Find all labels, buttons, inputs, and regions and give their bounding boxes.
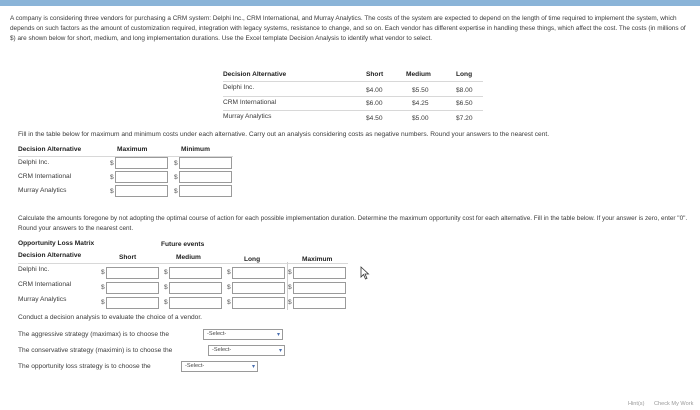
murray-maximum-input[interactable] <box>115 185 168 197</box>
minmax-header-maximum: Maximum <box>117 146 148 153</box>
currency-sign: $ <box>164 284 168 291</box>
currency-sign: $ <box>288 299 292 306</box>
select-value: -Select- <box>185 363 205 369</box>
currency-sign: $ <box>174 160 178 167</box>
minmax-row-name: Delphi Inc. <box>18 159 50 166</box>
cost-row-name: Delphi Inc. <box>223 84 255 91</box>
crm-minimum-input[interactable] <box>179 171 232 183</box>
chevron-down-icon: ▾ <box>278 348 282 354</box>
instruction-minmax: Fill in the table below for maximum and minimum costs under each alternative. Carry out an analysis considering costs as negative numbers. Round your answers to the nearest cent. <box>18 131 550 138</box>
murray-medium-loss-input[interactable] <box>169 297 222 309</box>
opp-header-long: Long <box>244 256 261 263</box>
currency-sign: $ <box>101 284 105 291</box>
cost-cell: $8.00 <box>456 87 473 94</box>
currency-sign: $ <box>227 269 231 276</box>
currency-sign: $ <box>227 299 231 306</box>
cost-header-medium: Medium <box>406 71 431 78</box>
crm-short-loss-input[interactable] <box>106 282 159 294</box>
opp-row-name: Murray Analytics <box>18 296 67 303</box>
murray-long-loss-input[interactable] <box>232 297 285 309</box>
opp-row-name: CRM International <box>18 281 72 288</box>
currency-sign: $ <box>101 299 105 306</box>
cost-cell: $5.50 <box>412 87 429 94</box>
murray-minimum-input[interactable] <box>179 185 232 197</box>
delphi-max-loss-input[interactable] <box>293 267 346 279</box>
cost-cell: $7.20 <box>456 115 473 122</box>
minmax-row-name: CRM International <box>18 173 72 180</box>
currency-sign: $ <box>174 188 178 195</box>
aggressive-strategy-select[interactable] <box>203 329 283 340</box>
murray-short-loss-input[interactable] <box>106 297 159 309</box>
cost-cell: $4.00 <box>366 87 383 94</box>
mouse-cursor-icon <box>360 266 370 280</box>
minmax-header-minimum: Minimum <box>181 146 210 153</box>
conservative-strategy-select[interactable] <box>208 345 285 356</box>
chevron-down-icon: ▾ <box>251 364 255 370</box>
delphi-long-loss-input[interactable] <box>232 267 285 279</box>
currency-sign: $ <box>110 160 114 167</box>
cost-cell: $6.50 <box>456 100 473 107</box>
opp-title: Opportunity Loss Matrix <box>18 240 95 247</box>
cost-cell: $4.50 <box>366 115 383 122</box>
opp-header-short: Short <box>119 254 137 261</box>
crm-long-loss-input[interactable] <box>232 282 285 294</box>
select-value: -Select- <box>212 347 232 353</box>
cost-header-alternative: Decision Alternative <box>223 71 287 78</box>
opp-row-name: Delphi Inc. <box>18 266 50 273</box>
cost-row-name: CRM International <box>223 99 277 106</box>
opportunity-strategy-select[interactable] <box>181 361 258 372</box>
select-value: -Select- <box>207 331 227 337</box>
crm-maximum-input[interactable] <box>115 171 168 183</box>
cost-header-long: Long <box>456 71 473 78</box>
delphi-maximum-input[interactable] <box>115 157 168 169</box>
currency-sign: $ <box>110 188 114 195</box>
currency-sign: $ <box>164 269 168 276</box>
opp-header-medium: Medium <box>176 254 201 261</box>
future-events-label: Future events <box>161 241 205 248</box>
chevron-down-icon: ▾ <box>276 332 280 338</box>
opportunity-strategy-label: The opportunity loss strategy is to choose the <box>18 363 151 370</box>
check-my-work-link[interactable]: Check My Work <box>654 401 694 407</box>
problem-intro: A company is considering three vendors for purchasing a CRM system: Delphi Inc., CRM International, and Murray Analytics. The costs of the system are expected to depend on the length of time required to implement the system, which depends on such factors as the amount of customization required, integration with legacy systems, resistance to change, and so on. Each vendor has different expertise in handling these things, which affect the cost. The costs (in millions of $) are shown below for short, medium, and long implementation durations. Use the Excel template Decision Analysis to identify what vendor to select. <box>10 15 686 43</box>
header-bar <box>0 0 700 6</box>
delphi-short-loss-input[interactable] <box>106 267 159 279</box>
cost-cell: $6.00 <box>366 100 383 107</box>
crm-max-loss-input[interactable] <box>293 282 346 294</box>
currency-sign: $ <box>110 174 114 181</box>
conservative-strategy-label: The conservative strategy (maximin) is to choose the <box>18 347 173 354</box>
currency-sign: $ <box>227 284 231 291</box>
currency-sign: $ <box>164 299 168 306</box>
instruction-opportunity: Calculate the amounts foregone by not adopting the optimal course of action for each possible implementation duration. Determine the maximum opportunity cost for each alternative. Fill in the table below. If your answer is zero, enter "0". Round your answers to the nearest cent. <box>18 215 688 232</box>
currency-sign: $ <box>288 269 292 276</box>
cost-cell: $5.00 <box>412 115 429 122</box>
crm-medium-loss-input[interactable] <box>169 282 222 294</box>
delphi-medium-loss-input[interactable] <box>169 267 222 279</box>
delphi-minimum-input[interactable] <box>179 157 232 169</box>
opp-header-maximum: Maximum <box>302 256 333 263</box>
murray-max-loss-input[interactable] <box>293 297 346 309</box>
currency-sign: $ <box>288 284 292 291</box>
cost-cell: $4.25 <box>412 100 429 107</box>
currency-sign: $ <box>174 174 178 181</box>
opp-header-alternative: Decision Alternative <box>18 252 82 259</box>
conduct-text: Conduct a decision analysis to evaluate the choice of a vendor. <box>18 314 203 321</box>
aggressive-strategy-label: The aggressive strategy (maximax) is to choose the <box>18 331 169 338</box>
hint-link[interactable]: Hint(s) <box>628 401 645 407</box>
currency-sign: $ <box>101 269 105 276</box>
minmax-header-alternative: Decision Alternative <box>18 146 82 153</box>
cost-row-name: Murray Analytics <box>223 113 272 120</box>
cost-header-short: Short <box>366 71 384 78</box>
minmax-row-name: Murray Analytics <box>18 187 67 194</box>
